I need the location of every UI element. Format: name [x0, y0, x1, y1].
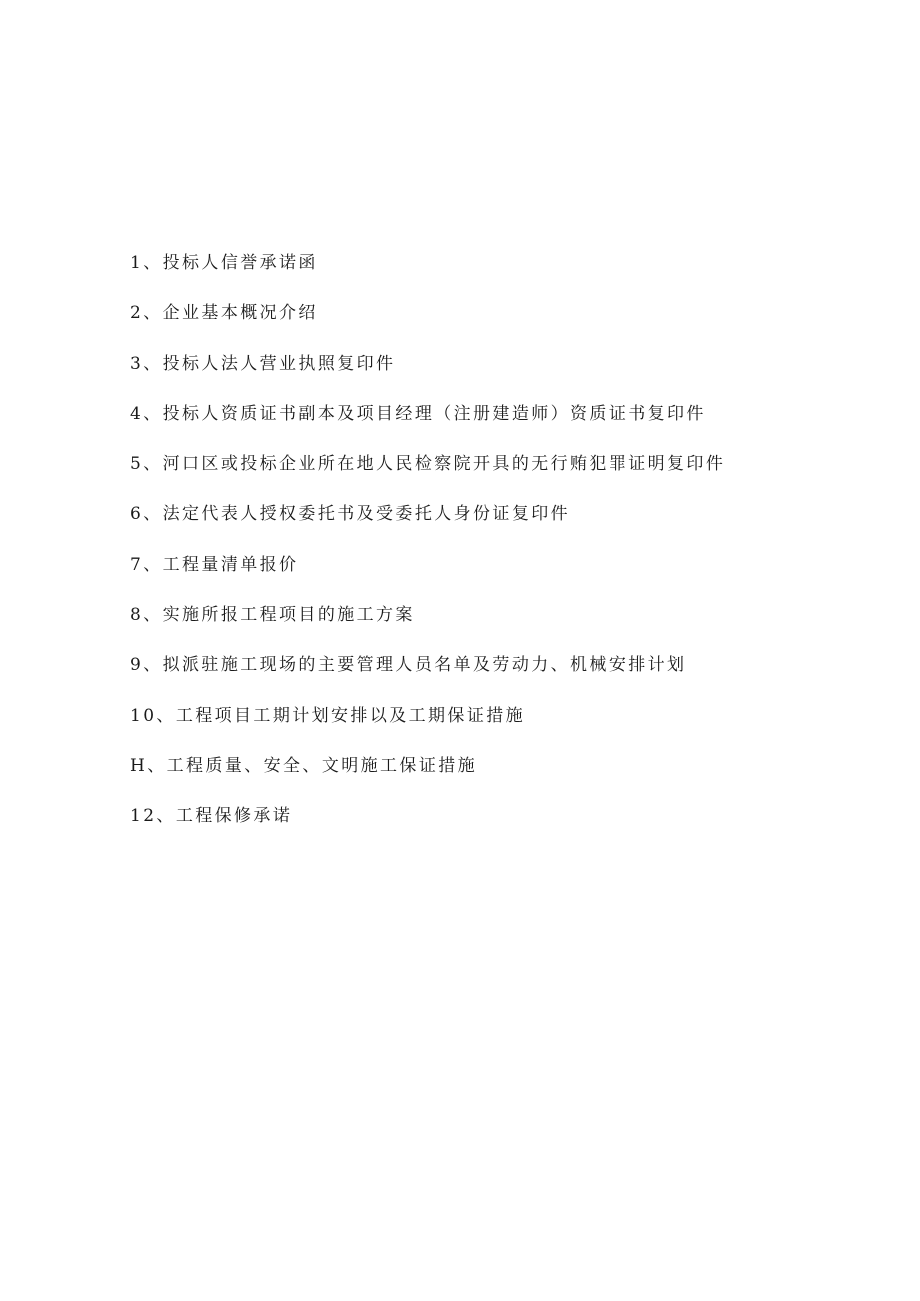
list-item: 4、投标人资质证书副本及项目经理（注册建造师）资质证书复印件: [130, 403, 706, 424]
list-item: 3、投标人法人营业执照复印件: [130, 353, 396, 374]
list-item: H、工程质量、安全、文明施工保证措施: [130, 755, 478, 776]
list-item: 5、河口区或投标企业所在地人民检察院开具的无行贿犯罪证明复印件: [130, 454, 726, 475]
list-item: 2、企业基本概况介绍: [130, 303, 318, 324]
list-item: 9、拟派驻施工现场的主要管理人员名单及劳动力、机械安排计划: [130, 655, 687, 676]
list-item: 10、工程项目工期计划安排以及工期保证措施: [130, 705, 526, 726]
list-item: 12、工程保修承诺: [130, 806, 293, 827]
contents-list: [130, 250, 850, 854]
list-item: 7、工程量清单报价: [130, 554, 299, 575]
list-item: 8、实施所报工程项目的施工方案: [130, 605, 415, 626]
list-item: 1、投标人信誉承诺函: [130, 253, 318, 273]
list-item: 6、法定代表人授权委托书及受委托人身份证复印件: [130, 504, 571, 525]
